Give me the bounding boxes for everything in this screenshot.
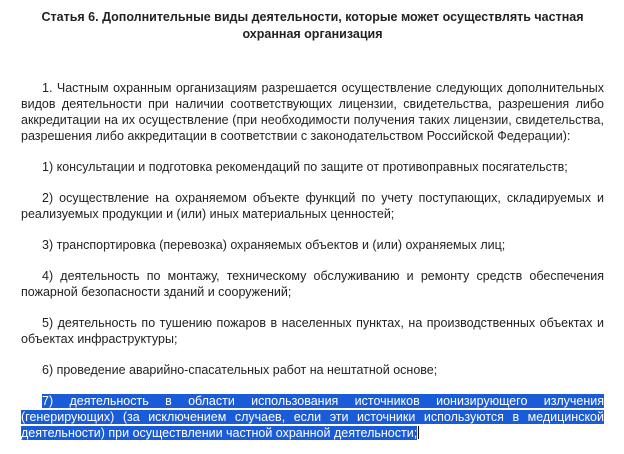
text-cursor <box>418 426 419 439</box>
article-title: Статья 6. Дополнительные виды деятельности, которые может осуществлять частная охранная организация <box>41 10 584 41</box>
list-item[interactable]: 2) осуществление на охраняемом объекте функций по учету поступающих, складируемых и реализуемых продукции и (или) иных материальных ценностей; <box>21 191 604 221</box>
list-item[interactable]: 5) деятельность по тушению пожаров в населенных пунктах, на производственных объектах и объектах инфраструктуры; <box>21 316 604 346</box>
list-item[interactable]: 3) транспортировка (перевозка) охраняемых объектов и (или) охраняемых лиц; <box>42 238 506 252</box>
list-item[interactable]: 4) деятельность по монтажу, техническому обслуживанию и ремонту средств обеспечения пожарной безопасности зданий и сооружений; <box>21 269 604 299</box>
document-body <box>21 0 604 441</box>
selected-list-item[interactable] <box>21 393 604 441</box>
list-item[interactable]: 1) консультации и подготовка рекомендаций по защите от противоправных посягательств; <box>42 160 568 174</box>
text-selection-highlight[interactable]: 7) деятельность в области использования источников ионизирующего излучения (генерирующих) (за исключением случаев, если эти источники используются в медицинской деятельности) при осуществлении частной охранной деятельности; <box>21 394 604 440</box>
list-item[interactable]: 6) проведение аварийно-спасательных работ на нештатной основе; <box>42 363 438 377</box>
article-intro-paragraph[interactable]: 1. Частным охранным организациям разрешается осуществление следующих дополнительных видов деятельности при наличии соответствующих лицензии, свидетельства, разрешения либо аккредитации на их осуществление (при необходимости получения таких лицензии, свидетельства, разрешения либо аккредитации в соответствии с законодательством Российской Федерации): <box>21 81 604 143</box>
